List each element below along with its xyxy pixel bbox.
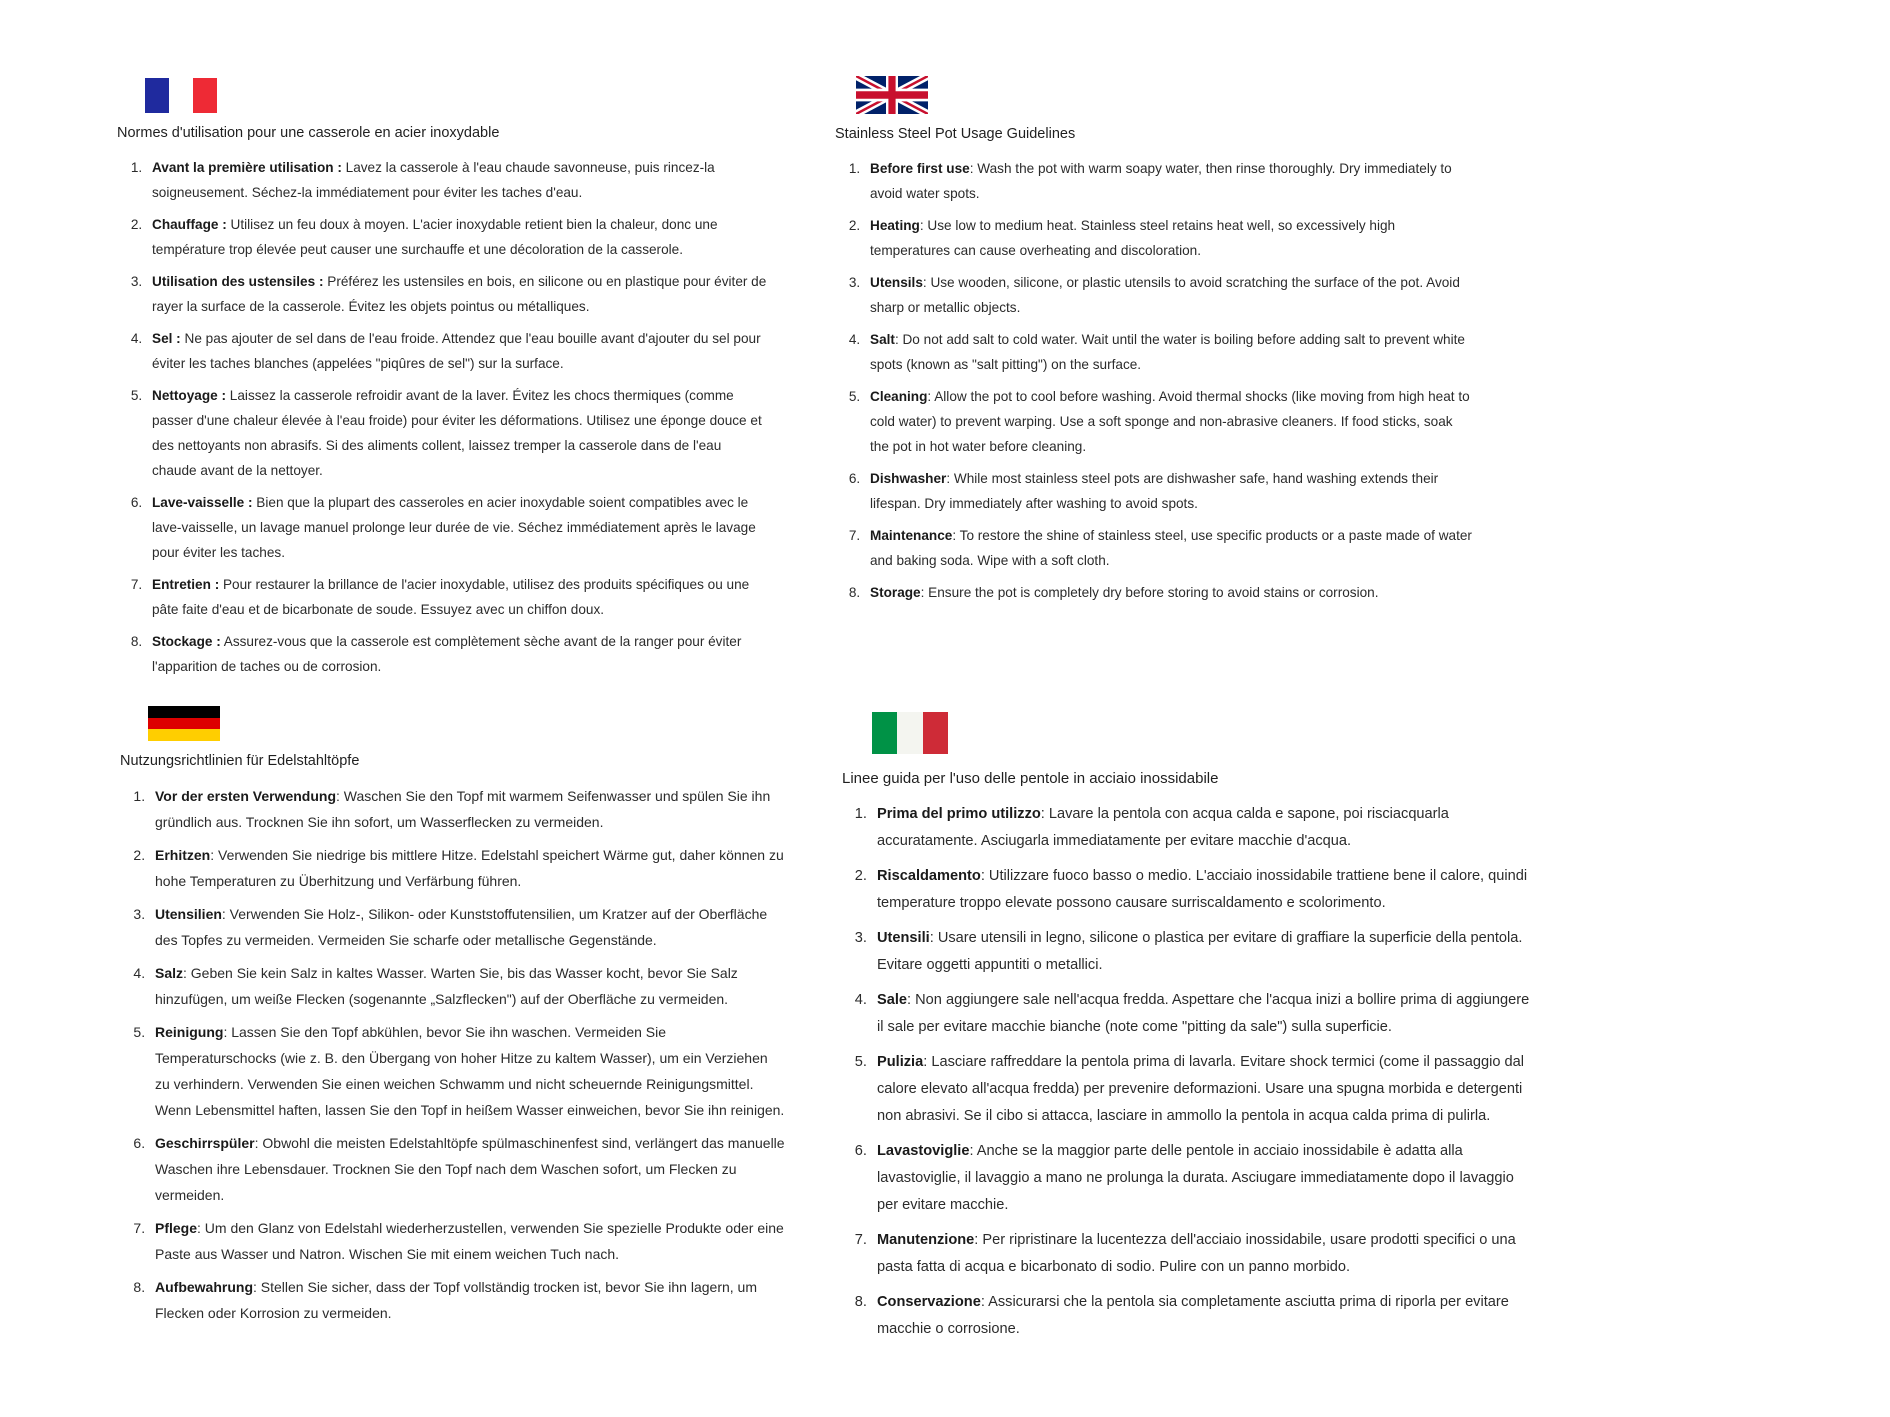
item-text: Lavez la casserole à l'eau chaude savonneuse, puis rincez-la soigneusement. Séchez-la immédiatement pour éviter les taches d'eau. (152, 160, 715, 200)
item-label: Dishwasher (870, 471, 947, 486)
list-item (864, 466, 1475, 516)
item-text: Ne pas ajouter de sel dans de l'eau froide. Attendez que l'eau bouille avant d'ajouter du sel pour éviter les taches blanches (appelées "piqûres de sel") sur la surface. (152, 331, 761, 371)
list-item (146, 326, 767, 376)
item-label: Geschirrspüler (155, 1135, 255, 1151)
item-label: Reinigung (155, 1024, 224, 1040)
item-text: : Um den Glanz von Edelstahl wiederherzustellen, verwenden Sie spezielle Produkte oder eine Paste aus Wasser und Natron. Wischen Sie mit einem weichen Tuch nach. (155, 1220, 784, 1262)
list-item (864, 523, 1475, 573)
item-text: Utilisez un feu doux à moyen. L'acier inoxydable retient bien la chaleur, donc une température trop élevée peut causer une surchauffe et une décoloration de la casserole. (152, 217, 718, 257)
item-label: Utensils (870, 275, 923, 290)
item-text: Pour restaurer la brillance de l'acier inoxydable, utilisez des produits spécifiques ou une pâte faite d'eau et de bicarbonate de soude. Essuyez avec un chiffon doux. (152, 577, 750, 617)
guideline-list (842, 801, 1532, 1343)
flag-stripe (193, 78, 217, 113)
item-text: Préférez les ustensiles en bois, en silicone ou en plastique pour éviter de rayer la surface de la casserole. Évitez les objets pointus ou métalliques. (152, 274, 767, 314)
item-text: : To restore the shine of stainless steel, use specific products or a paste made of water and baking soda. Wipe with a soft cloth. (870, 528, 1472, 568)
list-item (871, 987, 1532, 1041)
item-text: : Obwohl die meisten Edelstahltöpfe spülmaschinenfest sind, verlängert das manuelle Waschen ihre Lebensdauer. Trocknen Sie den Topf nach dem Waschen sofort, um Flecken zu vermeiden. (155, 1135, 785, 1203)
list-item (864, 327, 1475, 377)
item-label: Manutenzione (877, 1232, 975, 1248)
list-item (871, 863, 1532, 917)
item-label: Stockage : (152, 634, 221, 649)
list-item (149, 1019, 785, 1123)
item-text: Laissez la casserole refroidir avant de la laver. Évitez les chocs thermiques (comme passer d'une chaleur élevée à l'eau froide) pour éviter les déformations. Utilisez une éponge douce et des nettoyants non abrasifs. Si des aliments collent, laissez tremper la casserole dans de l'eau chaude avant de la nettoyer. (152, 388, 762, 478)
item-text: : Use wooden, silicone, or plastic utensils to avoid scratching the surface of the pot. Avoid sharp or metallic objects. (870, 275, 1460, 315)
list-item (871, 1138, 1532, 1219)
item-label: Avant la première utilisation : (152, 160, 342, 175)
item-label: Lavastoviglie (877, 1143, 970, 1159)
list-item (146, 490, 767, 565)
list-item (871, 925, 1532, 979)
list-item (149, 783, 785, 835)
section-french (117, 78, 767, 686)
item-label: Lave-vaisselle : (152, 495, 253, 510)
item-text: : Waschen Sie den Topf mit warmem Seifenwasser und spülen Sie ihn gründlich aus. Trocknen Sie ihn sofort, um Wasserflecken zu vermeiden. (155, 788, 771, 830)
flag-stripe (169, 78, 193, 113)
item-text: : Wash the pot with warm soapy water, then rinse thoroughly. Dry immediately to avoid water spots. (870, 161, 1452, 201)
item-text: : Do not add salt to cold water. Wait until the water is boiling before adding salt to prevent white spots (known as "salt pitting") on the surface. (870, 332, 1465, 372)
item-text: : Lassen Sie den Topf abkühlen, bevor Sie ihn waschen. Vermeiden Sie Temperaturschocks (wie z. B. den Übergang von hoher Hitze zu kaltem Wasser), um ein Verziehen zu verhindern. Verwenden Sie einen weichen Schwamm und nicht scheuernde Reinigungsmittel. Wenn Lebensmittel haften, lassen Sie den Topf in heißem Wasser einweichen, bevor Sie ihn reinigen. (155, 1024, 785, 1118)
item-label: Cleaning (870, 389, 928, 404)
item-text: : Non aggiungere sale nell'acqua fredda. Aspettare che l'acqua inizi a bollire prima di aggiungere il sale per evitare macchie bianche (note come "pitting da sale") sulla superficie. (877, 992, 1530, 1035)
flag-stripe (148, 706, 220, 718)
list-item (871, 1049, 1532, 1130)
flag-stripe (148, 729, 220, 741)
item-label: Heating (870, 218, 920, 233)
list-item (864, 156, 1475, 206)
item-label: Pulizia (877, 1054, 924, 1070)
item-label: Before first use (870, 161, 970, 176)
flag-stripe (923, 712, 948, 754)
list-item (149, 1215, 785, 1267)
flag-stripe (145, 78, 169, 113)
item-label: Sale (877, 992, 908, 1008)
uk-flag-icon (856, 76, 928, 114)
item-text: : Ensure the pot is completely dry before storing to avoid stains or corrosion. (920, 585, 1379, 600)
flag-stripe (872, 712, 897, 754)
item-text: : Verwenden Sie niedrige bis mittlere Hitze. Edelstahl speichert Wärme gut, daher können zu hohe Temperaturen zu Überhitzung und Verfärbung führen. (155, 847, 784, 889)
item-label: Utensili (877, 930, 930, 946)
list-item (149, 901, 785, 953)
item-text: : Geben Sie kein Salz in kaltes Wasser. Warten Sie, bis das Wasser kocht, bevor Sie Salz hinzufügen, um weiße Flecken (sogenannte „Salzflecken") auf der Oberfläche zu vermeiden. (155, 965, 738, 1007)
list-item (146, 269, 767, 319)
item-text: Assurez-vous que la casserole est complètement sèche avant de la ranger pour éviter l'apparition de taches ou de corrosion. (152, 634, 742, 674)
item-label: Erhitzen (155, 847, 211, 863)
list-item (871, 1289, 1532, 1343)
flag-stripe (897, 712, 922, 754)
section-english (835, 76, 1475, 612)
guideline-list (117, 155, 767, 679)
list-item (146, 629, 767, 679)
list-item (146, 212, 767, 262)
list-item (864, 580, 1475, 605)
list-item (864, 270, 1475, 320)
item-label: Vor der ersten Verwendung (155, 788, 337, 804)
list-item (149, 960, 785, 1012)
item-text: : Usare utensili in legno, silicone o plastica per evitare di graffiare la superficie della pentola. Evitare oggetti appuntiti o metallici. (877, 930, 1523, 973)
item-text: : Lasciare raffreddare la pentola prima di lavarla. Evitare shock termici (come il passaggio dal calore elevato all'acqua fredda) per prevenire deformazioni. Usare una spugna morbida e detergenti non abrasivi. Se il cibo si attacca, lasciare in ammollo la pentola in acqua calda prima di pulirla. (877, 1054, 1525, 1124)
item-text: : Allow the pot to cool before washing. Avoid thermal shocks (like moving from high heat to cold water) to prevent warping. Use a soft sponge and non-abrasive cleaners. If food sticks, soak the pot in hot water before cleaning. (870, 389, 1470, 454)
italy-flag-icon (872, 712, 948, 754)
item-label: Aufbewahrung (155, 1279, 253, 1295)
item-label: Nettoyage : (152, 388, 227, 403)
section-title: Nutzungsrichtlinien für Edelstahltöpfe (120, 753, 360, 769)
list-item (871, 1227, 1532, 1281)
list-item (149, 1274, 785, 1326)
item-text: : Utilizzare fuoco basso o medio. L'acciaio inossidabile trattiene bene il calore, quindi temperature troppo elevate possono causare surriscaldamento e scolorimento. (877, 868, 1528, 911)
item-label: Maintenance (870, 528, 953, 543)
item-text: : Lavare la pentola con acqua calda e sapone, poi risciacquarla accuratamente. Asciugarla immediatamente per evitare macchie d'acqua. (877, 806, 1449, 849)
section-italian (842, 712, 1532, 1351)
item-label: Riscaldamento (877, 868, 981, 884)
item-text: : Anche se la maggior parte delle pentole in acciaio inossidabile è adatta alla lavastoviglie, il lavaggio a mano ne prolunga la durata. Asciugare immediatamente dopo il lavaggio per evitare macchie. (877, 1143, 1514, 1213)
item-label: Utensilien (155, 906, 222, 922)
guideline-list (835, 156, 1475, 605)
section-title: Linee guida per l'uso delle pentole in acciaio inossidabile (842, 770, 1219, 787)
list-item (146, 155, 767, 205)
flag-stripe (148, 718, 220, 730)
france-flag-icon (145, 78, 217, 113)
list-item (146, 572, 767, 622)
item-text: : Per ripristinare la lucentezza dell'acciaio inossidabile, usare prodotti specifici o una pasta fatta di acqua e bicarbonato di sodio. Pulire con un panno morbido. (877, 1232, 1516, 1275)
list-item (146, 383, 767, 483)
item-label: Salt (870, 332, 895, 347)
list-item (864, 384, 1475, 459)
item-text: : While most stainless steel pots are dishwasher safe, hand washing extends their lifespan. Dry immediately after washing to avoid spots. (870, 471, 1439, 511)
list-item (864, 213, 1475, 263)
section-german (120, 706, 785, 1333)
item-text: Bien que la plupart des casseroles en acier inoxydable soient compatibles avec le lave-vaisselle, un lavage manuel prolonge leur durée de vie. Séchez immédiatement après le lavage pour éviter les taches. (152, 495, 756, 560)
item-label: Salz (155, 965, 184, 981)
item-label: Pflege (155, 1220, 198, 1236)
list-item (149, 842, 785, 894)
item-text: : Use low to medium heat. Stainless steel retains heat well, so excessively high temperatures can cause overheating and discoloration. (870, 218, 1396, 258)
germany-flag-icon (148, 706, 220, 741)
item-label: Conservazione (877, 1294, 981, 1310)
uk-flag-graphic (856, 76, 928, 114)
section-title: Stainless Steel Pot Usage Guidelines (835, 126, 1076, 142)
item-label: Prima del primo utilizzo (877, 806, 1041, 822)
item-label: Sel : (152, 331, 181, 346)
item-label: Chauffage : (152, 217, 227, 232)
item-text: : Assicurarsi che la pentola sia completamente asciutta prima di riporla per evitare macchie o corrosione. (877, 1294, 1509, 1337)
item-label: Storage (870, 585, 921, 600)
item-label: Utilisation des ustensiles : (152, 274, 324, 289)
item-label: Entretien : (152, 577, 220, 592)
item-text: : Verwenden Sie Holz-, Silikon- oder Kunststoffutensilien, um Kratzer auf der Oberfläche des Topfes zu vermeiden. Vermeiden Sie scharfe oder metallische Gegenstände. (155, 906, 768, 948)
list-item (871, 801, 1532, 855)
guideline-list (120, 783, 785, 1326)
item-text: : Stellen Sie sicher, dass der Topf vollständig trocken ist, bevor Sie ihn lagern, um Flecken oder Korrosion zu vermeiden. (155, 1279, 758, 1321)
section-title: Normes d'utilisation pour une casserole en acier inoxydable (117, 125, 500, 141)
list-item (149, 1130, 785, 1208)
